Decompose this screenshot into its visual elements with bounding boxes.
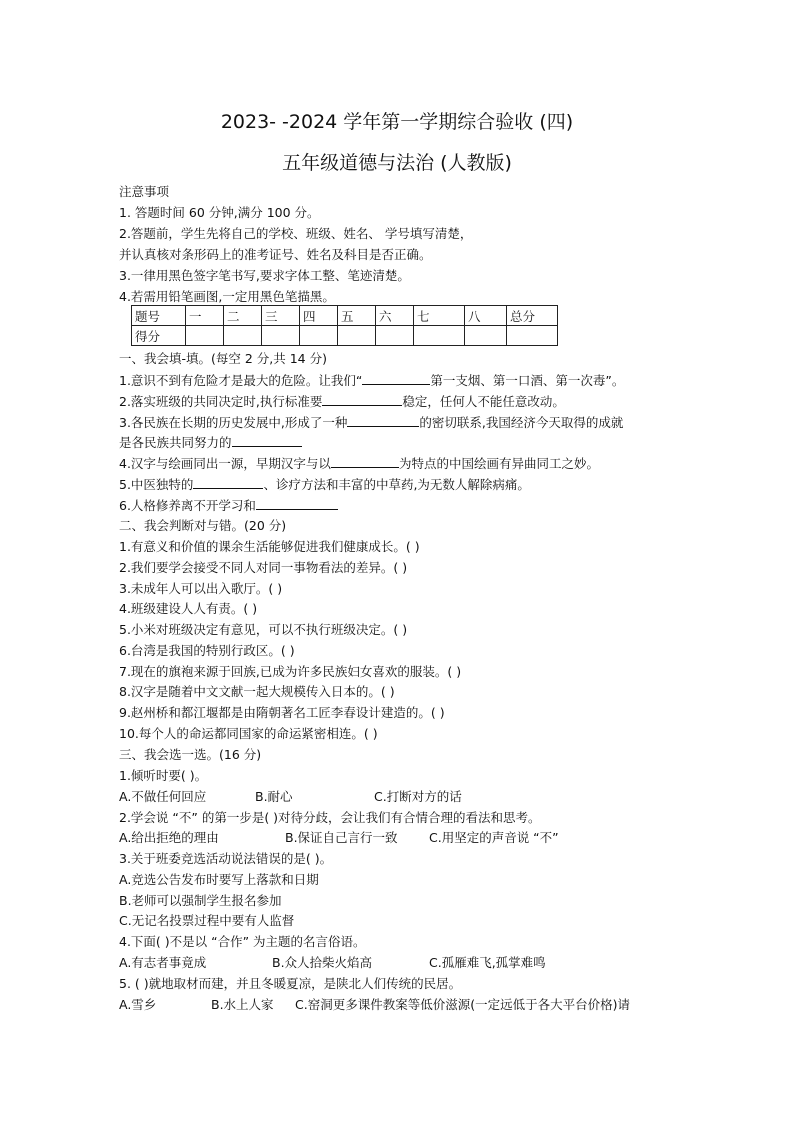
fill-question-3 [119, 414, 623, 431]
score-table-cell: 七 [414, 306, 465, 326]
answer-blank[interactable] [193, 476, 263, 489]
choice-option[interactable]: B.老师可以强制学生报名参加 [119, 893, 282, 908]
choice-options-5 [119, 997, 630, 1013]
question-text: 为特点的中国绘画有异曲同工之妙。 [398, 456, 599, 471]
question-text: 3.各民族在长期的历史发展中,形成了一种 [119, 415, 348, 430]
question-text: 5.中医独特的 [119, 477, 194, 492]
choice-option[interactable]: B.保证自己言行一致 [285, 830, 398, 845]
choice-option[interactable]: A.雪乡 [119, 997, 157, 1012]
question-text: 是各民族共同努力的 [119, 435, 232, 450]
choice-options-2 [119, 830, 559, 846]
fill-question-2 [119, 393, 565, 410]
score-input-cell[interactable] [507, 326, 558, 346]
choice-option[interactable]: A.不做任何回应 [119, 789, 207, 804]
answer-blank[interactable] [347, 414, 419, 427]
score-table-header-row [132, 306, 558, 326]
judge-question: 1.有意义和价值的课余生活能够促进我们健康成长。( ) [119, 539, 420, 554]
choice-question-3: 3.关于班委竞选活动说法错误的是( )。 [119, 851, 333, 866]
question-text: 稳定，任何人不能任意改动。 [402, 394, 565, 409]
choice-option[interactable]: A.有志者事竟成 [119, 955, 207, 970]
judge-question: 8.汉字是随着中文文献一起大规模传入日本的。( ) [119, 684, 395, 699]
score-input-cell[interactable] [300, 326, 338, 346]
score-table-cell: 八 [465, 306, 507, 326]
exam-title: 2023- -2024 学年第一学期综合验收 (四) [220, 111, 574, 133]
judge-question: 7.现在的旗袍来源于回族,已成为许多民族妇女喜欢的服装。( ) [119, 664, 462, 679]
choice-option[interactable]: A.竞选公告发布时要写上落款和日期 [119, 872, 319, 887]
score-table-cell: 六 [376, 306, 414, 326]
score-table-cell: 二 [224, 306, 262, 326]
choice-option[interactable]: B.耐心 [255, 789, 293, 804]
question-text: 6.人格修养离不开学习和 [119, 498, 256, 513]
score-table-cell: 一 [186, 306, 224, 326]
answer-blank[interactable] [322, 393, 402, 406]
note-item: 3.一律用黑色签字笔书写,要求字体工整、笔迹清楚。 [119, 268, 410, 283]
choice-option[interactable]: A.给出拒绝的理由 [119, 830, 219, 845]
choice-option[interactable]: B.水上人家 [211, 997, 274, 1012]
choice-question-1: 1.倾听时要( )。 [119, 768, 208, 783]
section2-heading: 二、我会判断对与错。(20 分) [119, 518, 287, 533]
choice-option[interactable]: C.用坚定的声音说 “不” [429, 830, 559, 845]
fill-question-6 [119, 497, 338, 514]
question-text: 第一支烟、第一口酒、第一次毒”。 [430, 373, 625, 388]
question-text: 1.意识不到有危险才是最大的危险。让我们“ [119, 373, 363, 388]
judge-question: 5.小米对班级决定有意见，可以不执行班级决定。( ) [119, 622, 408, 637]
note-item: 4.若需用铅笔画图,一定用黑色笔描黑。 [119, 289, 335, 304]
fill-question-1 [119, 372, 624, 389]
score-input-cell[interactable] [338, 326, 376, 346]
score-input-cell[interactable] [414, 326, 465, 346]
section1-heading: 一、我会填-填。(每空 2 分,共 14 分) [119, 351, 327, 366]
note-item: 2.答题前，学生先将自己的学校、班级、姓名、 学号填写清楚， [119, 226, 473, 241]
choice-question-2: 2.学会说 “不” 的第一步是( )对待分歧，会让我们有合情合理的看法和思考。 [119, 810, 541, 825]
score-table-cell: 四 [300, 306, 338, 326]
judge-question: 10.每个人的命运都同国家的命运紧密相连。( ) [119, 726, 378, 741]
fill-question-3-cont [119, 434, 302, 451]
judge-question: 9.赵州桥和都江堰都是由隋朝著名工匠李春设计建造的。( ) [119, 705, 445, 720]
score-table-cell: 三 [262, 306, 300, 326]
judge-question: 6.台湾是我国的特别行政区。( ) [119, 643, 295, 658]
judge-question: 2.我们要学会接受不同人对同一事物看法的差异。( ) [119, 560, 408, 575]
question-text: 、诊疗方法和丰富的中草药,为无数人解除病痛。 [263, 477, 530, 492]
judge-question: 3.未成年人可以出入歌厅。( ) [119, 581, 283, 596]
choice-options-4 [119, 955, 546, 971]
judge-question: 4.班级建设人人有责。( ) [119, 601, 258, 616]
choice-option[interactable]: C.无记名投票过程中要有人监督 [119, 913, 295, 928]
choice-question-5: 5. ( )就地取材而建，并且冬暖夏凉，是陕北人们传统的民居。 [119, 976, 462, 991]
score-table [131, 305, 558, 346]
answer-blank[interactable] [331, 455, 399, 468]
choice-option[interactable]: C.孤雁难飞,孤掌难鸣 [429, 955, 546, 970]
score-table-score-row [132, 326, 558, 346]
question-text: 4.汉字与绘画同出一源，早期汉字与以 [119, 456, 331, 471]
score-input-cell[interactable] [186, 326, 224, 346]
notes-heading: 注意事项 [119, 184, 170, 199]
question-text: 2.落实班级的共同决定时,执行标准要 [119, 394, 323, 409]
score-table-cell: 总分 [507, 306, 558, 326]
answer-blank[interactable] [362, 372, 430, 385]
score-input-cell[interactable] [262, 326, 300, 346]
exam-subtitle: 五年级道德与法治 (人教版) [282, 152, 512, 174]
choice-option[interactable]: C.窑洞更多课件教案等低价滋源(一定远低于各大平台价格)请 [295, 997, 630, 1012]
choice-options-1 [119, 789, 462, 805]
fill-question-5 [119, 476, 530, 493]
score-input-cell[interactable] [376, 326, 414, 346]
score-table-cell: 五 [338, 306, 376, 326]
fill-question-4 [119, 455, 599, 472]
choice-question-4: 4.下面( )不是以 “合作” 为主题的名言俗语。 [119, 934, 366, 949]
choice-option[interactable]: C.打断对方的话 [374, 789, 462, 804]
score-table-cell: 题号 [132, 306, 186, 326]
choice-option[interactable]: B.众人拾柴火焰高 [272, 955, 373, 970]
answer-blank[interactable] [232, 434, 302, 447]
score-table-row-label: 得分 [132, 326, 186, 346]
section3-heading: 三、我会选一选。(16 分) [119, 747, 262, 762]
question-text: 的密切联系,我国经济今天取得的成就 [419, 415, 624, 430]
score-input-cell[interactable] [224, 326, 262, 346]
note-item: 1. 答题时间 60 分钟,满分 100 分。 [119, 205, 320, 220]
note-item: 并认真核对条形码上的准考证号、姓名及科目是否正确。 [119, 247, 432, 262]
answer-blank[interactable] [256, 497, 338, 510]
score-input-cell[interactable] [465, 326, 507, 346]
